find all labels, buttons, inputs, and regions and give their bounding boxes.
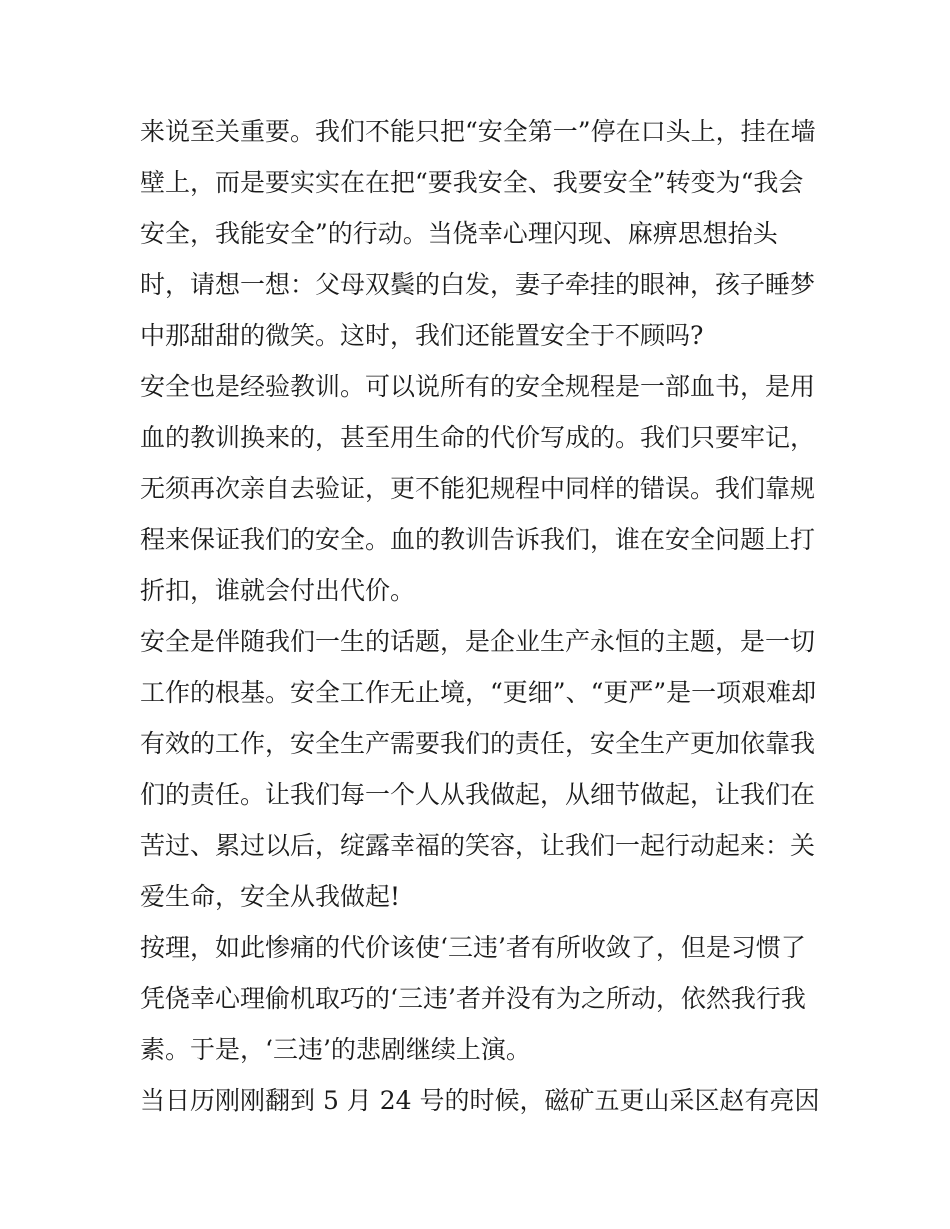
text-line: 无须再次亲自去验证，更不能犯规程中同样的错误。我们靠规 [140,474,816,503]
text-line: 按理，如此惨痛的代价该使‘三违’者有所收敛了，但是习惯了 [140,933,806,962]
text-line: 当日历刚刚翻到 5 月 24 号的时候，磁矿五更山采区赵有亮因 [140,1086,820,1115]
text-line: 安全，我能安全”的行动。当侥幸心理闪现、麻痹思想抬头 [140,219,778,248]
text-line: 中那甜甜的微笑。这时，我们还能置安全于不顾吗? [140,321,704,350]
document-body [140,106,820,1126]
text-line: 安全也是经验教训。可以说所有的安全规程是一部血书，是用 [140,372,816,401]
text-line: 时，请想一想：父母双鬓的白发，妻子牵挂的眼神，孩子睡梦 [140,270,816,299]
paragraph-1 [140,106,820,361]
text-line: 血的教训换来的，甚至用生命的代价写成的。我们只要牢记， [140,423,816,452]
paragraph-2 [140,361,820,616]
text-line: 折扣，谁就会付出代价。 [140,576,416,605]
text-line: 苦过、累过以后，绽露幸福的笑容，让我们一起行动起来：关 [140,831,816,860]
text-line: 爱生命，安全从我做起! [140,882,401,911]
text-line: 素。于是，‘三违’的悲剧继续上演。 [140,1035,531,1064]
text-line: 壁上，而是要实实在在把“要我安全、我要安全”转变为“我会 [140,168,804,197]
text-line: 程来保证我们的安全。血的教训告诉我们，谁在安全问题上打 [140,525,816,554]
text-line: 来说至关重要。我们不能只把“安全第一”停在口头上，挂在墙 [140,117,816,146]
text-line: 工作的根基。安全工作无止境，“更细”、“更严”是一项艰难却 [140,678,817,707]
text-line: 安全是伴随我们一生的话题，是企业生产永恒的主题，是一切 [140,627,816,656]
paragraph-5 [140,1075,820,1126]
text-line: 们的责任。让我们每一个人从我做起，从细节做起，让我们在 [140,780,816,809]
text-line: 凭侥幸心理偷机取巧的‘三违’者并没有为之所动，依然我行我 [140,984,806,1013]
paragraph-3 [140,616,820,922]
text-line: 有效的工作，安全生产需要我们的责任，安全生产更加依靠我 [140,729,816,758]
paragraph-4 [140,922,820,1075]
